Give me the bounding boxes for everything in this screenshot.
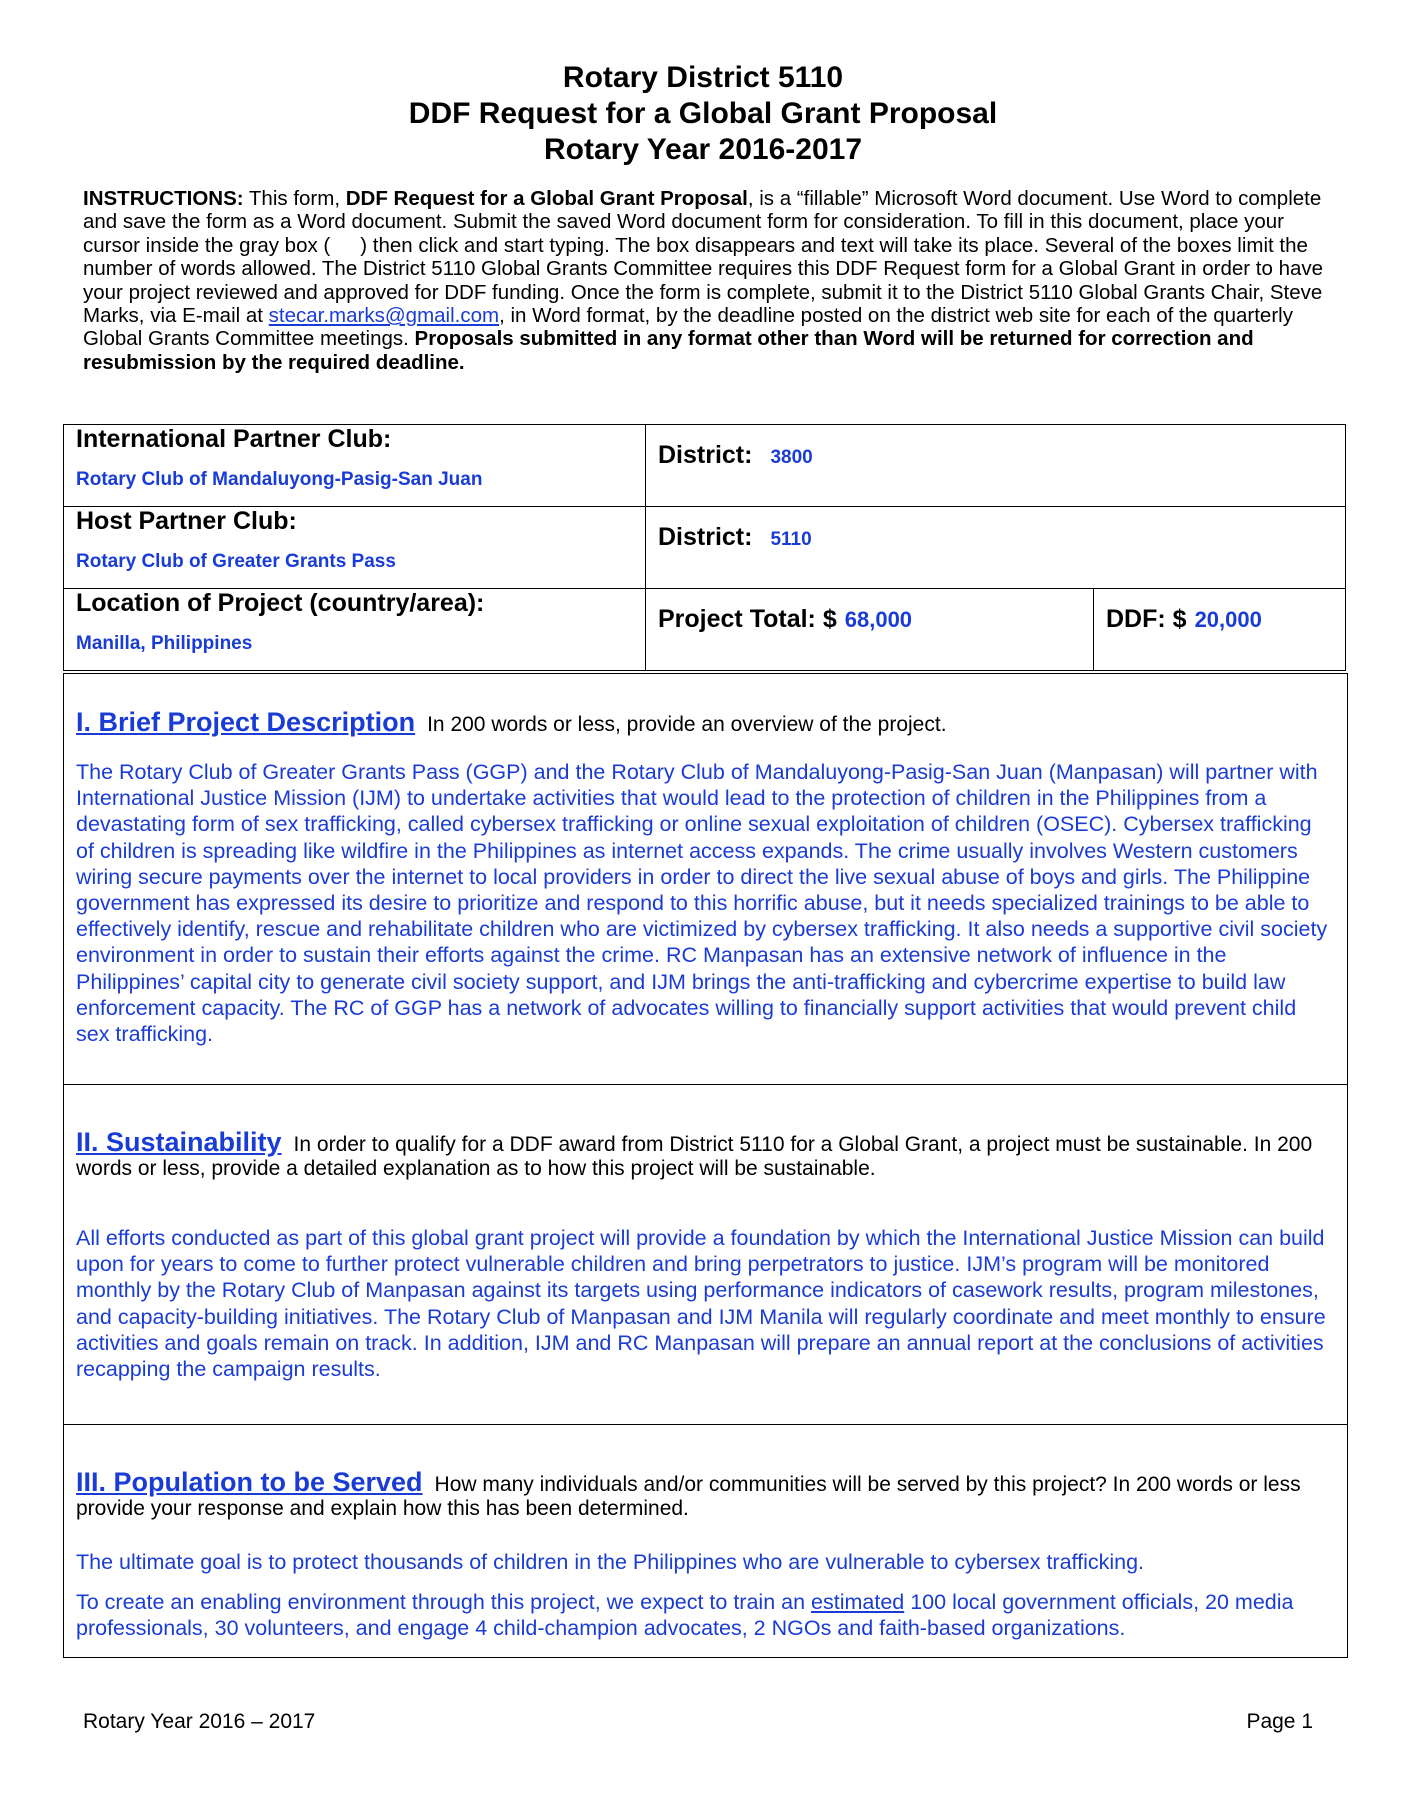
instructions-text-3: ) then click and start typing. The box disappears and text will take its place. Several of the boxes limit the number of words allowed. The District 5110 Global Grants Committee requires this DDF Request form for a Global Grant in order to have your project reviewed and approved for DDF funding. Once the form is complete, submit it to the District 5110 Global Grants Chair, Steve Marks, via E-mail at	[83, 233, 1324, 328]
instructions-form-name: DDF Request for a Global Grant Proposal	[345, 187, 748, 210]
host-club-label: Host Partner Club:	[76, 507, 297, 535]
intl-district-label: District:	[658, 441, 753, 469]
ddf-cell	[1094, 589, 1346, 671]
section-3-prompt: How many individuals and/or communities will be served by this project? In 200 words or less provide your response and explain how this has been determined.	[76, 1473, 1301, 1520]
section-2-prompt: In order to qualify for a DDF award from District 5110 for a Global Grant, a project must be sustainable. In 200 words or less, provide a detailed explanation as to how this project will be sustainable.	[76, 1133, 1313, 1180]
project-info-table	[63, 424, 1346, 671]
ddf-field[interactable]: 20,000	[1194, 607, 1262, 632]
instructions-paragraph	[83, 187, 1328, 374]
instructions-lead: INSTRUCTIONS:	[83, 187, 244, 210]
section-3-paragraph-1: The ultimate goal is to protect thousands of children in the Philippines who are vulnerable to cybersex trafficking.	[76, 1550, 1145, 1574]
intl-club-cell	[64, 425, 646, 507]
footer-page-number: Page 1	[1246, 1710, 1313, 1733]
location-cell	[64, 589, 646, 671]
section-3-text-a: To create an enabling environment through this project, we expect to train an	[76, 1590, 812, 1615]
table-row	[64, 425, 1346, 507]
project-total-field[interactable]: 68,000	[844, 607, 913, 632]
intl-district-cell	[646, 425, 1346, 507]
table-row	[64, 507, 1346, 589]
title-form: DDF Request for a Global Grant Proposal	[408, 97, 998, 130]
instructions-text-1: This form,	[243, 187, 346, 210]
instructions-text-4: , in Word format, by the deadline posted on the district web site for each of the quarterly Global Grants Committee meetings.	[83, 304, 1293, 351]
location-label: Location of Project (country/area):	[76, 589, 485, 617]
section-3-paragraph-2	[76, 1589, 1335, 1641]
section-sustainability	[64, 1084, 1347, 1424]
instructions-text-2: , is a “fillable” Microsoft Word document. Use Word to complete and save the form as a Word document. Submit the saved Word document form for consideration. To fill in this document, place your cursor inside the gray box (	[83, 187, 1322, 257]
ddf-label: DDF: $	[1106, 605, 1187, 633]
location-field[interactable]: Manilla, Philippines	[76, 633, 253, 654]
intl-club-field[interactable]: Rotary Club of Mandaluyong-Pasig-San Juan	[76, 469, 483, 490]
document-header	[0, 60, 1406, 168]
host-district-label: District:	[658, 523, 753, 551]
section-3-underlined: estimated	[811, 1590, 905, 1615]
section-population	[64, 1424, 1347, 1657]
section-3-title: III. Population to be Served	[76, 1467, 423, 1497]
section-brief-description	[64, 673, 1347, 1084]
section-2-response[interactable]: All efforts conducted as part of this global grant project will provide a foundation by which the International Justice Mission can build upon for years to come to further protect vulnerable children and bring perpetrators to justice. IJM’s program will be monitored monthly by the Rotary Club of Manpasan against its targets using performance indicators of casework results, program milestones, and capacity-building initiatives. The Rotary Club of Manpasan and IJM Manila will regularly coordinate and meet monthly to ensure activities and goals remain on track. In addition, IJM and RC Manpasan will prepare an annual report at the conclusions of activities recapping the campaign results.	[76, 1226, 1326, 1382]
intl-district-field[interactable]: 3800	[770, 447, 813, 468]
host-district-cell	[646, 507, 1346, 589]
table-row	[64, 589, 1346, 671]
host-club-cell	[64, 507, 646, 589]
email-link[interactable]: stecar.marks@gmail.com	[268, 304, 500, 328]
intl-club-label: International Partner Club:	[76, 425, 392, 453]
section-3-text-b: 100 local government officials, 20 media professionals, 30 volunteers, and engage 4 child-champion advocates, 2 NGOs and faith-based organizations.	[76, 1590, 1294, 1641]
section-1-prompt: In 200 words or less, provide an overview of the project.	[427, 713, 947, 736]
instructions-warning: Proposals submitted in any format other than Word will be returned for correction and resubmission by the required deadline.	[83, 327, 1254, 374]
section-2-title: II. Sustainability	[76, 1127, 282, 1157]
title-district: Rotary District 5110	[562, 61, 844, 94]
host-club-field[interactable]: Rotary Club of Greater Grants Pass	[76, 551, 396, 572]
section-1-response[interactable]: The Rotary Club of Greater Grants Pass (GGP) and the Rotary Club of Mandaluyong-Pasig-San Juan (Manpasan) will partner with International Justice Mission (IJM) to undertake activities that would lead to the protection of children in the Philippines from a devastating form of sex trafficking, called cybersex trafficking or online sexual exploitation of children (OSEC). Cybersex trafficking of children is spreading like wildfire in the Philippines as internet access expands. The crime usually involves Western customers wiring secure payments over the internet to local providers in order to direct the live sexual abuse of boys and girls. The Philippine government has expressed its desire to prioritize and respond to this horrific abuse, but it needs specialized trainings to be able to effectively identify, rescue and rehabilitate children who are victimized by cybersex trafficking. It also needs a supportive civil society environment in order to sustain their efforts against the crime. RC Manpasan has an extensive network of influence in the Philippines’ capital city to generate civil society support, and IJM brings the anti-trafficking and cybercrime expertise to build law enforcement capacity. The RC of GGP has a network of advocates willing to financially support activities that would prevent child sex trafficking.	[76, 760, 1328, 1047]
title-year: Rotary Year 2016-2017	[543, 133, 863, 166]
form-sections	[63, 673, 1348, 1658]
section-3-response[interactable]	[76, 1549, 1335, 1642]
host-district-field[interactable]: 5110	[770, 529, 812, 550]
footer-year: Rotary Year 2016 – 2017	[83, 1710, 316, 1733]
section-1-title: I. Brief Project Description	[76, 707, 416, 737]
project-total-cell	[646, 589, 1094, 671]
project-total-label: Project Total: $	[658, 605, 837, 633]
